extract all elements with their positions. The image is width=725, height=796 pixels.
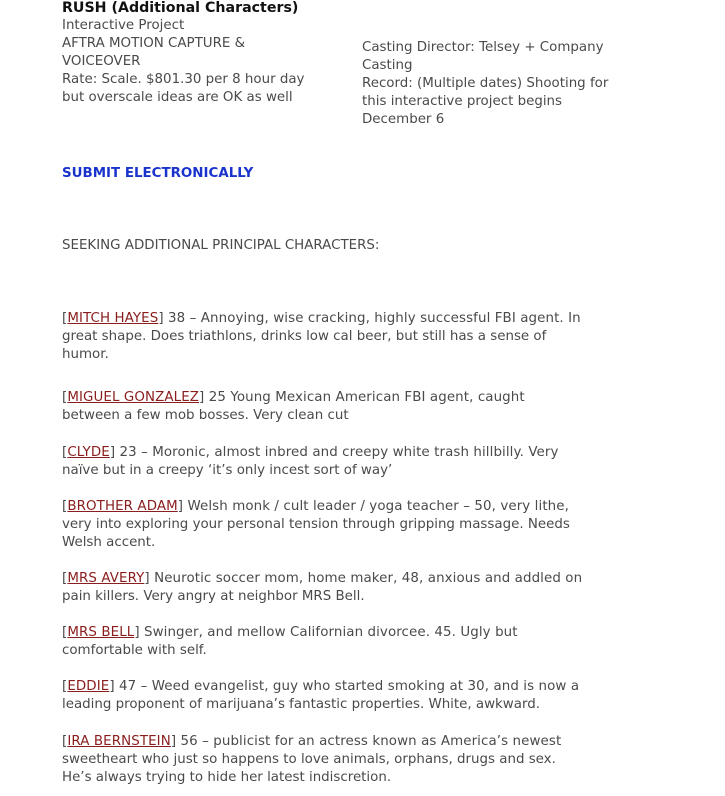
- role-description: ] 38 – Annoying, wise cracking, highly successful FBI agent. In: [158, 311, 581, 326]
- role-description: ] 47 – Weed evangelist, guy who started smoking at 30, and is now a: [109, 679, 580, 694]
- role-description: very into exploring your personal tension through gripping massage. Needs: [62, 517, 570, 532]
- role-description: ] Welsh monk / cult leader / yoga teacher – 50, very lithe,: [177, 499, 569, 514]
- project-detail-line: Interactive Project: [62, 18, 185, 33]
- submit-electronically-link[interactable]: SUBMIT ELECTRONICALLY: [62, 166, 254, 181]
- project-detail-line: but overscale ideas are OK as well: [62, 90, 293, 105]
- role-description: pain killers. Very angry at neighbor MRS Bell.: [62, 589, 365, 604]
- role-link-mrs-avery[interactable]: MRS AVERY: [67, 571, 145, 586]
- role-entry: [MIGUEL GONZALEZ] 25 Young Mexican American FBI agent, caught between a few mob bosses. Very clean cut: [62, 389, 682, 425]
- role-description: comfortable with self.: [62, 643, 207, 658]
- role-link-brother-adam[interactable]: BROTHER ADAM: [67, 499, 178, 514]
- project-title: RUSH (Additional Characters): [62, 0, 299, 16]
- project-details: [62, 17, 347, 107]
- role-entry: [BROTHER ADAM] Welsh monk / cult leader / yoga teacher – 50, very lithe, very into exploring your personal tension through gripping massage. Needs Welsh accent.: [62, 498, 682, 552]
- role-description: ] 56 – publicist for an actress known as America’s newest: [170, 734, 562, 749]
- role-link-clyde[interactable]: CLYDE: [67, 445, 110, 460]
- project-detail-line: Rate: Scale. $801.30 per 8 hour day: [62, 72, 305, 87]
- role-description: ] Swinger, and mellow Californian divorcee. 45. Ugly but: [134, 625, 518, 640]
- role-link-eddie[interactable]: EDDIE: [67, 679, 110, 694]
- role-entry: [CLYDE] 23 – Moronic, almost inbred and creepy white trash hillbilly. Very naïve but in a creepy ‘it’s only incest sort of way’: [62, 444, 682, 480]
- casting-detail-line: December 6: [362, 112, 445, 127]
- casting-detail-line: Casting Director: Telsey + Company: [362, 40, 604, 55]
- role-description: humor.: [62, 347, 109, 362]
- role-description: ] Neurotic soccer mom, home maker, 48, anxious and addled on: [144, 571, 583, 586]
- role-entry: [MRS BELL] Swinger, and mellow Californian divorcee. 45. Ugly but comfortable with self.: [62, 624, 682, 660]
- role-description: sweetheart who just so happens to love animals, orphans, drugs and sex.: [62, 752, 556, 767]
- role-description: Welsh accent.: [62, 535, 156, 550]
- role-entry: [IRA BERNSTEIN] 56 – publicist for an actress known as America’s newest sweetheart who just so happens to love animals, orphans, drugs and sex. He’s always trying to hide her latest indiscretion.: [62, 733, 682, 787]
- role-description: leading proponent of marijuana’s fantastic properties. White, awkward.: [62, 697, 540, 712]
- role-entry: [MRS AVERY] Neurotic soccer mom, home maker, 48, anxious and addled on pain killers. Very angry at neighbor MRS Bell.: [62, 570, 682, 606]
- role-description: great shape. Does triathlons, drinks low cal beer, but still has a sense of: [62, 329, 547, 344]
- role-description: naïve but in a creepy ‘it’s only incest sort of way’: [62, 463, 393, 478]
- casting-detail-line: Record: (Multiple dates) Shooting for: [362, 76, 609, 91]
- role-description: ] 25 Young Mexican American FBI agent, caught: [199, 390, 525, 405]
- role-link-ira-bernstein[interactable]: IRA BERNSTEIN: [67, 734, 171, 749]
- role-entry: [MITCH HAYES] 38 – Annoying, wise cracking, highly successful FBI agent. In great shape. Does triathlons, drinks low cal beer, but still has a sense of humor.: [62, 310, 682, 364]
- casting-detail-line: this interactive project begins: [362, 94, 563, 109]
- role-description: between a few mob bosses. Very clean cut: [62, 408, 349, 423]
- role-entry: [EDDIE] 47 – Weed evangelist, guy who started smoking at 30, and is now a leading proponent of marijuana’s fantastic properties. White, awkward.: [62, 678, 682, 714]
- seeking-heading: SEEKING ADDITIONAL PRINCIPAL CHARACTERS:: [62, 238, 380, 253]
- role-description: He’s always trying to hide her latest indiscretion.: [62, 770, 392, 785]
- project-detail-line: VOICEOVER: [62, 54, 141, 69]
- role-link-miguel-gonzalez[interactable]: MIGUEL GONZALEZ: [67, 390, 200, 405]
- casting-details: [362, 39, 662, 129]
- role-description: ] 23 – Moronic, almost inbred and creepy white trash hillbilly. Very: [109, 445, 559, 460]
- role-link-mrs-bell[interactable]: MRS BELL: [67, 625, 135, 640]
- role-link-mitch-hayes[interactable]: MITCH HAYES: [67, 311, 159, 326]
- project-detail-line: AFTRA MOTION CAPTURE &: [62, 36, 246, 51]
- casting-detail-line: Casting: [362, 58, 413, 73]
